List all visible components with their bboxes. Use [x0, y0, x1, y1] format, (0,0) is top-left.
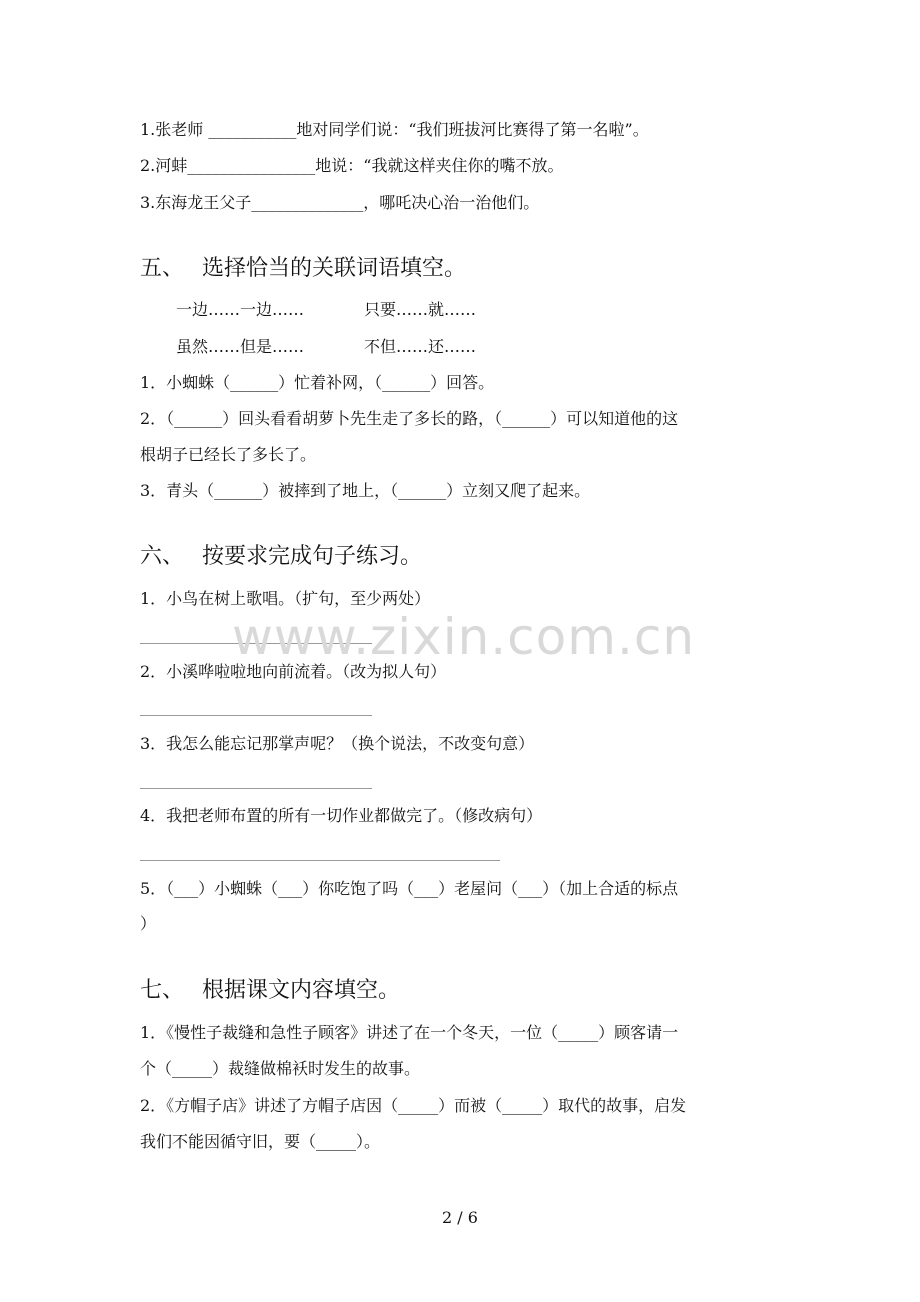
option-2: 只要……就……	[364, 300, 477, 319]
answer-line-3[interactable]	[140, 788, 372, 789]
section-6-heading	[140, 543, 422, 571]
section-6-title: 按要求完成句子练习。	[202, 544, 423, 569]
section-5-number: 五、	[140, 256, 185, 281]
section-7-heading	[140, 977, 400, 1005]
option-4: 不但……还……	[364, 337, 477, 356]
s7-item-1: 1．《慢性子裁缝和急性子顾客》讲述了在一个冬天，一位（_____）顾客请一	[140, 1023, 679, 1042]
s4-item-1: 1.张老师 ___________地对同学们说：“我们班拔河比赛得了第一名啦”。	[140, 120, 649, 139]
section-7-number: 七、	[140, 978, 185, 1003]
s5-item-2-cont: 根胡子已经长了多长了。	[140, 445, 317, 464]
section-5-heading	[140, 255, 466, 283]
s4-item-2: 2.河蚌________________地说：“我就这样夹住你的嘴不放。	[140, 156, 564, 175]
s7-item-2-cont: 我们不能因循守旧，要（_____）。	[140, 1132, 381, 1151]
s6-item-5: 5．（___）小蜘蛛（___）你吃饱了吗（___）老屋问（___）（加上合适的标点	[140, 879, 679, 898]
watermark: www.zixin.com.cn	[232, 608, 696, 666]
section-6-number: 六、	[140, 544, 185, 569]
s6-item-5-cont: ）	[140, 914, 157, 933]
section-5-title: 选择恰当的关联词语填空。	[202, 256, 467, 281]
section-7-title: 根据课文内容填空。	[202, 978, 401, 1003]
option-1: 一边……一边……	[176, 300, 305, 319]
option-3: 虽然……但是……	[176, 337, 305, 356]
s5-item-3: 3．青头（______）被摔到了地上，（______）立刻又爬了起来。	[140, 481, 591, 500]
s6-item-4: 4．我把老师布置的所有一切作业都做完了。（修改病句）	[140, 806, 543, 825]
page-number: 2 / 6	[442, 1208, 478, 1227]
s7-item-1-cont: 个（_____）裁缝做棉袄时发生的故事。	[140, 1059, 421, 1078]
answer-line-2[interactable]	[140, 715, 372, 716]
s6-item-1: 1．小鸟在树上歌唱。（扩句，至少两处）	[140, 589, 431, 608]
s4-item-3: 3.东海龙王父子______________，哪吒决心治一治他们。	[140, 193, 540, 212]
s7-item-2: 2．《方帽子店》讲述了方帽子店因（_____）而被（_____）取代的故事，启发	[140, 1096, 687, 1115]
s5-item-1: 1．小蜘蛛（______）忙着补网，（______）回答。	[140, 373, 495, 392]
answer-line-4[interactable]	[140, 860, 500, 861]
s6-item-2: 2．小溪哗啦啦地向前流着。（改为拟人句）	[140, 662, 447, 681]
s6-item-3: 3．我怎么能忘记那掌声呢？（换个说法，不改变句意）	[140, 734, 535, 753]
s5-item-2: 2．（______）回头看看胡萝卜先生走了多长的路，（______）可以知道他的这	[140, 409, 679, 428]
